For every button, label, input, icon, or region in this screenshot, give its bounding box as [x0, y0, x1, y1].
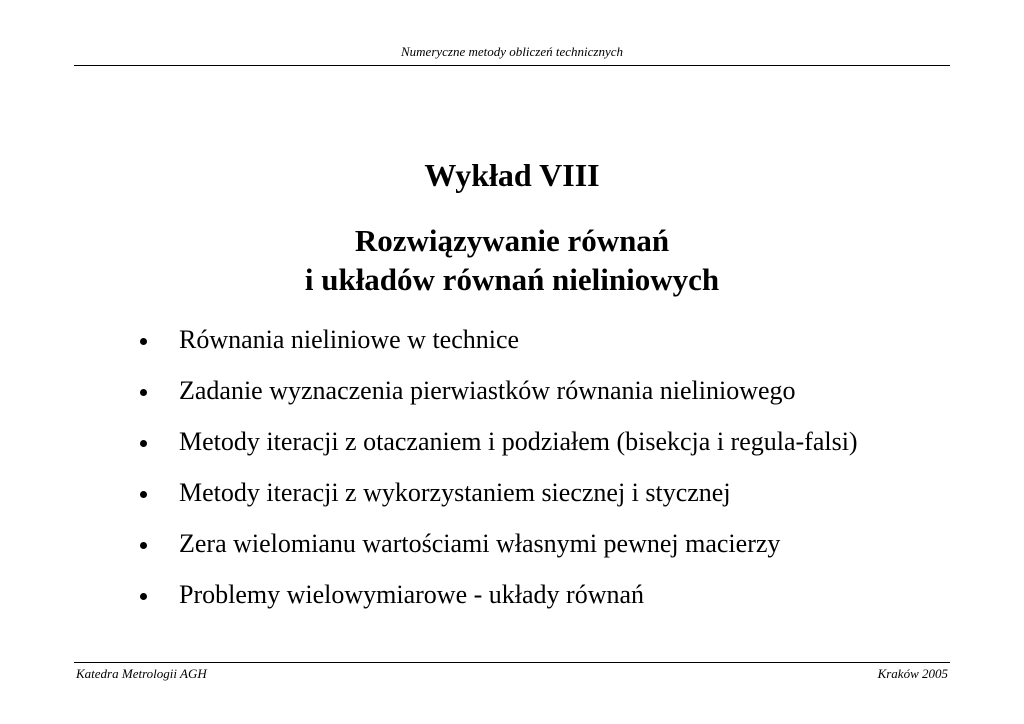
footer-place-year: Kraków 2005 — [877, 666, 948, 681]
course-title: Numeryczne metody obliczeń technicznych — [400, 44, 623, 59]
lecture-subtitle-line-2: i układów równań nieliniowych — [304, 262, 720, 297]
topic-text: Metody iteracji z wykorzystaniem siecznej i stycznej — [179, 478, 731, 507]
topic-text: Problemy wielowymiarowe - układy równań — [179, 580, 645, 609]
footer-divider — [74, 662, 950, 663]
bullet-icon — [140, 491, 147, 498]
footer-department: Katedra Metrologii AGH — [76, 666, 207, 681]
header-divider — [74, 65, 950, 66]
lecture-title: Wykład VIII — [424, 157, 600, 193]
bullet-icon — [140, 389, 147, 396]
bullet-icon — [140, 338, 147, 345]
topic-text: Równania nieliniowe w technice — [179, 325, 520, 354]
bullet-icon — [140, 542, 147, 549]
topic-text: Metody iteracji z otaczaniem i podziałem (bisekcja i regula-falsi) — [179, 427, 858, 456]
topic-text: Zera wielomianu wartościami własnymi pewnej macierzy — [179, 529, 781, 558]
bullet-icon — [140, 593, 147, 600]
topic-text: Zadanie wyznaczenia pierwiastków równania nieliniowego — [179, 376, 796, 405]
bullet-icon — [140, 440, 147, 447]
lecture-subtitle-line-1: Rozwiązywanie równań — [354, 223, 670, 258]
